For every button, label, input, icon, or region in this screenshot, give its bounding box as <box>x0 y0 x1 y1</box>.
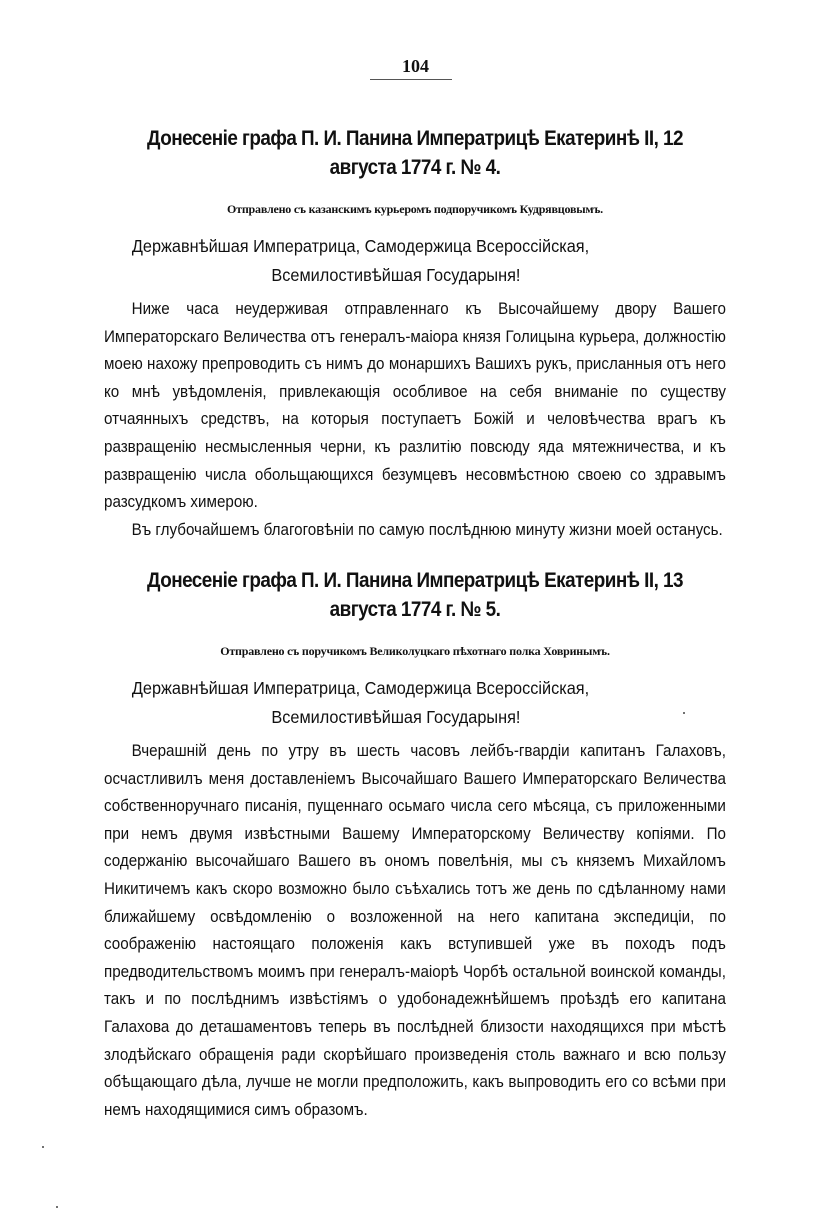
paragraph: Въ глубочайшемъ благоговѣніи по самую послѣднюю минуту жизни моей останусь. <box>131 520 723 539</box>
report-no-4 <box>104 124 726 544</box>
report-body <box>104 296 726 544</box>
page-number-rule <box>370 79 452 80</box>
scan-speck <box>683 712 685 714</box>
paragraph: Вчерашній день по утру въ шесть часовъ лейбъ-гвардіи капитанъ Галаховъ, осчастливилъ меня доставленіемъ Высочайшаго Вашего Императорскаго Величества собственноручнаго писанія, пущеннаго осьмаго числа сего мѣсяца, съ приложенными при немъ двумя извѣстными Вашему Императорскому Величеству копіями. По содержанію высочайшаго Вашего въ ономъ повелѣнія, мы съ княземъ Михайломъ Никитичемъ какъ скоро возможно было съѣхались тотъ же день по сдѣланному нами ближайшему освѣдомленію о возложенной на него капитана экспедиціи, по соображенію настоящаго положенія какъ вступившей уже въ походъ подъ предводительствомъ моимъ при генералъ-маіорѣ Чорбѣ остальной воинской команды, такъ и по послѣднимъ извѣстіямъ о удобонадежнѣйшемъ проѣздѣ его капитана Галахова до деташаментовъ теперь въ послѣдней близости находящихся при мѣстѣ злодѣйскаго обращенія ради скорѣйшаго произведенія столь важнаго и всю пользу обѣщающаго дѣла, лучше не могли предположить, какъ выпроводить его со всѣми при немъ находящимися симъ образомъ. <box>104 742 726 1119</box>
scan-speck <box>56 1206 58 1208</box>
salutation-line-1: Державнѣйшая Императрица, Самодержица Всероссійская, <box>131 678 590 698</box>
salutation-line-1: Державнѣйшая Императрица, Самодержица Всероссійская, <box>131 236 590 256</box>
report-heading: Донесеніе графа П. И. Панина Императрицѣ Екатеринѣ II, 12 августа 1774 г. № 4. <box>147 127 683 179</box>
salutation-line-2: Всемилостивѣйшая Государыня! <box>271 707 521 727</box>
report-no-5 <box>104 566 726 1124</box>
page-number: 104 <box>402 56 429 76</box>
salutation <box>104 674 682 732</box>
report-body <box>104 738 726 1124</box>
scan-speck <box>42 1146 44 1148</box>
salutation-line-2: Всемилостивѣйшая Государыня! <box>271 265 521 285</box>
salutation <box>104 232 682 290</box>
dispatch-note: Отправлено съ поручикомъ Великолуцкаго пѣхотнаго полка Ховринымъ. <box>220 644 610 658</box>
report-heading: Донесеніе графа П. И. Панина Императрицѣ Екатеринѣ II, 13 августа 1774 г. № 5. <box>147 569 683 621</box>
dispatch-note: Отправлено съ казанскимъ курьеромъ подпоручикомъ Кудрявцовымъ. <box>227 202 603 216</box>
paragraph: Ниже часа неудерживая отправленнаго къ Высочайшему двору Вашего Императорскаго Величества отъ генералъ-маіора князя Голицына курьера, должностію моею нахожу препроводить съ нимъ до монаршихъ Вашихъ рукъ, присланныя отъ него ко мнѣ увѣдомленія, привлекающія особливое на себя вниманіе по существу отчаянныхъ средствъ, на которыя поступаетъ Божій и человѣчества врагъ къ развращенію несмысленныя черни, къ разлитію повсюду яда мятежничества, и къ развращенію числа обольщающихся безумцевъ несовмѣстною своею со здравымъ разсудкомъ химерою. <box>104 300 726 512</box>
